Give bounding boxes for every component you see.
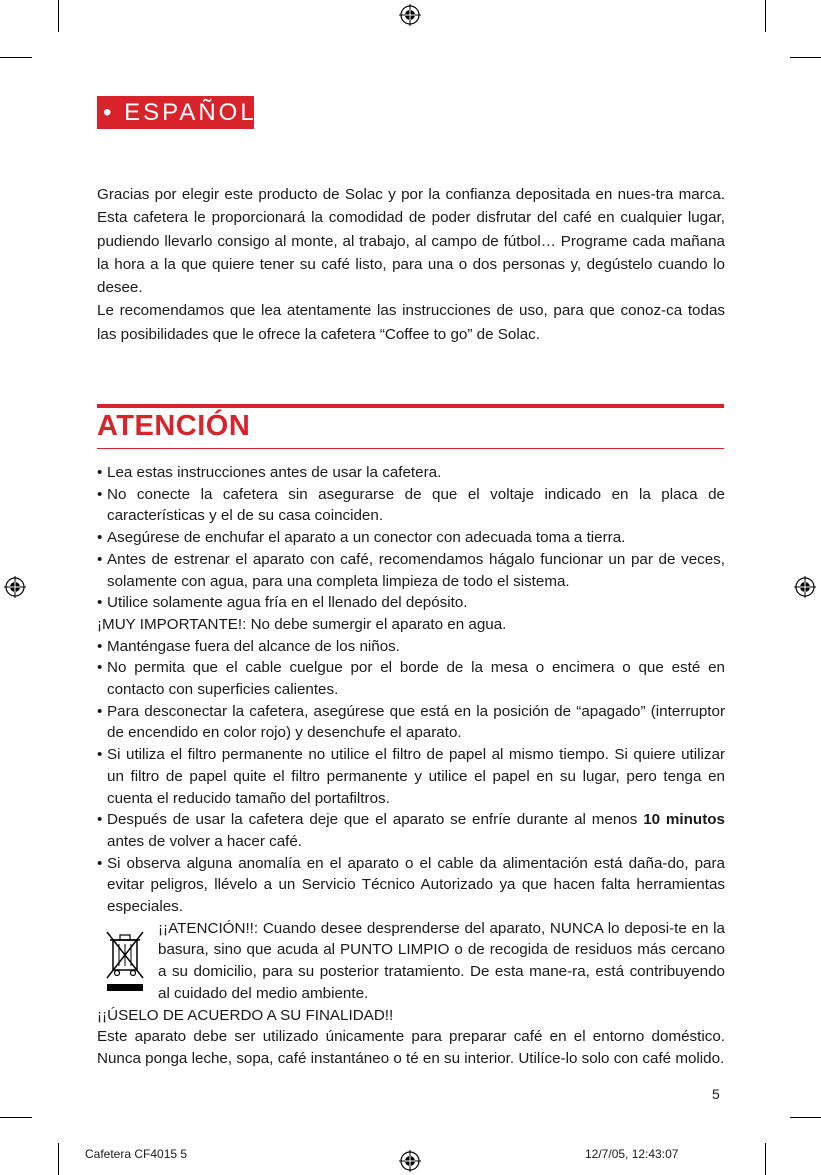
- crop-mark: [765, 0, 766, 32]
- crossed-out-bin-icon: [105, 928, 145, 992]
- crop-mark: [58, 0, 59, 32]
- list-item: • Si utiliza el filtro permanente no utilice el filtro de papel al mismo tiempo. Si quiere utilizar un filtro de papel quite el filtro permanente y utilice el papel en su lugar, pero tenga en cuenta el reducido tamaño del portafiltros.: [97, 744, 725, 809]
- registration-mark-icon: [4, 576, 26, 598]
- page-number: 5: [712, 1086, 720, 1102]
- crop-mark: [765, 1143, 766, 1175]
- list-item: • Si observa alguna anomalía en el aparato o el cable da alimentación está daña-do, para evitar peligros, llévelo a un Servicio Técnico Autorizado ya que hacen falta herramientas especiales.: [97, 853, 725, 918]
- language-label: • ESPAÑOL: [97, 96, 254, 129]
- bold-duration: 10 minutos: [643, 811, 725, 829]
- footer-file-label: Cafetera CF4015 5: [85, 1147, 188, 1161]
- footer-timestamp: 12/7/05, 12:43:07: [585, 1147, 679, 1161]
- list-item: • Asegúrese de enchufar el aparato a un conector con adecuada toma a tierra.: [97, 527, 725, 549]
- crop-mark: [790, 1117, 821, 1118]
- disposal-note: [97, 918, 725, 1005]
- list-item: • No permita que el cable cuelgue por el borde de la mesa o encimera o que esté en contacto con superficies calientes.: [97, 657, 725, 700]
- crop-mark: [0, 1117, 32, 1118]
- list-item: • Antes de estrenar el aparato con café, recomendamos hágalo funcionar un par de veces, solamente con agua, para una completa limpieza de todo el sistema.: [97, 549, 725, 592]
- usage-text: Este aparato debe ser utilizado únicamente para preparar café en el entorno doméstico. Nunca ponga leche, sopa, café instantáneo o té en su interior. Utilíce-lo solo con café molido.: [97, 1028, 725, 1067]
- list-item: • Manténgase fuera del alcance de los niños.: [97, 636, 725, 658]
- list-item: • Utilice solamente agua fría en el llenado del depósito.: [97, 592, 725, 614]
- registration-mark-icon: [399, 4, 421, 26]
- warning-list: [97, 462, 725, 1070]
- disposal-text: ¡¡ATENCIÓN!!: Cuando desee desprenderse del aparato, NUNCA lo deposi-te en la basura, sino que acuda al PUNTO LIMPIO o de recogida de residuos más cercano a su domicilio, para su posterior tratamiento. De esta mane-ra, está contribuyendo al cuidado del medio ambiente.: [158, 919, 725, 1002]
- crop-mark: [790, 57, 821, 58]
- list-item-text: antes de volver a hacer café.: [107, 832, 303, 850]
- crop-mark: [0, 57, 32, 58]
- section-heading: ATENCIÓN: [97, 410, 251, 442]
- list-item: • No conecte la cafetera sin asegurarse de que el voltaje indicado en la placa de características y el de su casa coinciden.: [97, 484, 725, 527]
- registration-mark-icon: [399, 1150, 421, 1172]
- important-note: ¡MUY IMPORTANTE!: No debe sumergir el aparato en agua.: [97, 615, 507, 633]
- crop-mark: [58, 1143, 59, 1175]
- list-item: • Lea estas instrucciones antes de usar la cafetera.: [97, 462, 725, 484]
- list-item: [97, 809, 725, 852]
- intro-paragraph: Gracias por elegir este producto de Solac y por la confianza depositada en nues-tra marca. Esta cafetera le proporcionará la comodidad de poder disfrutar del café en cualquier lugar, pudiendo llevarlo consigo al monte, al trabajo, al campo de fútbol… Programe cada mañana la hora a la que quiere tener su café listo, para una o dos personas y, degústelo cuando lo desee.: [97, 186, 725, 297]
- heading-rule-top: [97, 404, 724, 408]
- list-item: • Para desconectar la cafetera, asegúrese que está en la posición de “apagado” (interruptor de encendido en color rojo) y desenchufe el aparato.: [97, 701, 725, 744]
- list-item-text: Después de usar la cafetera deje que el aparato se enfríe durante al menos: [107, 811, 644, 829]
- usage-title: ¡¡ÚSELO DE ACUERDO A SU FINALIDAD!!: [97, 1006, 394, 1024]
- heading-rule-bottom: [97, 448, 724, 449]
- intro-section: [97, 183, 725, 346]
- registration-mark-icon: [794, 576, 816, 598]
- intro-paragraph: Le recomendamos que lea atentamente las instrucciones de uso, para que conoz-ca todas las posibilidades que le ofrece la cafetera “Coffee to go” de Solac.: [97, 302, 725, 343]
